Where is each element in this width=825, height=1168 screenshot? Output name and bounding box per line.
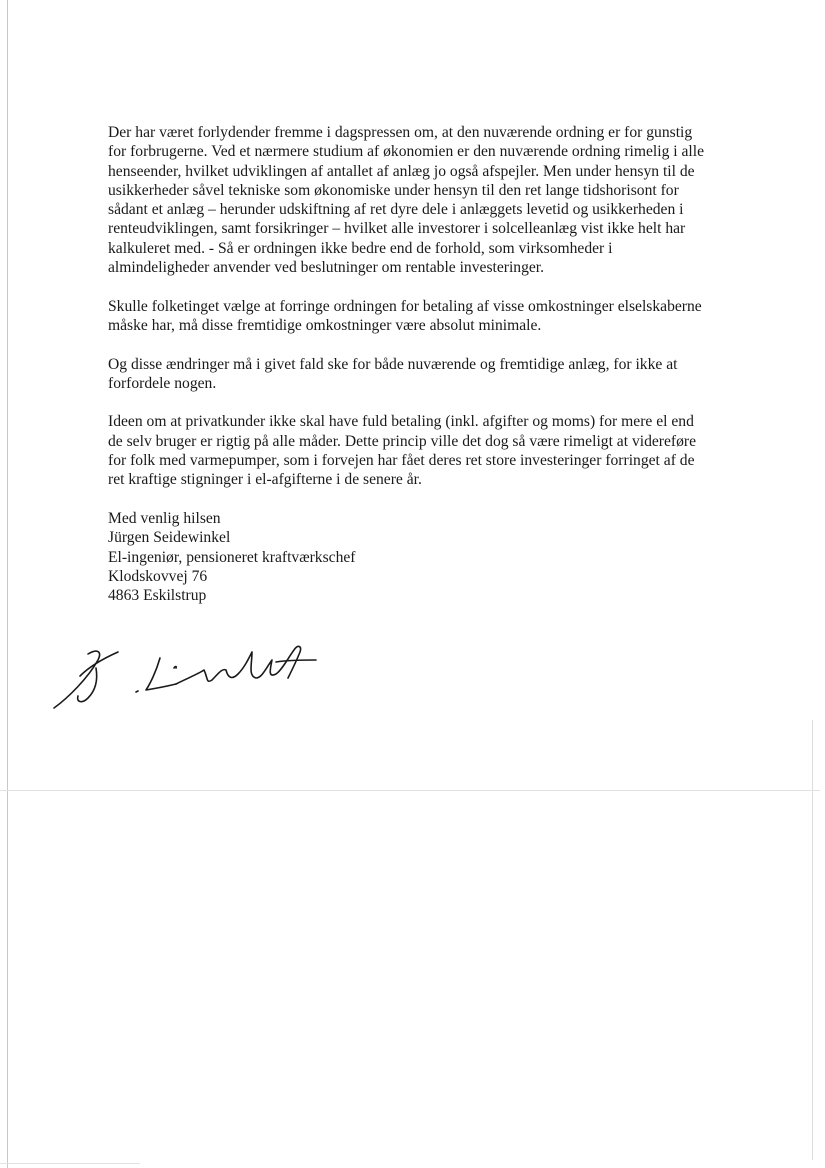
letter-body [108, 123, 758, 605]
scan-edge-right [812, 720, 813, 1160]
paragraph-3 [108, 355, 758, 394]
paragraph-4 [108, 412, 758, 489]
text-line: renteudviklingen, samt forsikringer – hvilket alle investorer i solcelleanlæg vist ikke helt har [108, 220, 686, 238]
scan-artifact-line [0, 1163, 140, 1164]
salutation: Med venlig hilsen [108, 509, 221, 527]
text-line: de selv bruger er rigtig på alle måder. Dette princip ville det dog så være rimeligt at videreføre [108, 432, 697, 450]
sender-title: El-ingeniør, pensioneret kraftværkschef [108, 548, 356, 566]
sender-name: Jürgen Seidewinkel [108, 529, 231, 547]
closing-block [108, 509, 758, 605]
text-line: for folk med varmepumper, som i forvejen har fået deres ret store investeringer forringet af de [108, 452, 695, 470]
handwritten-signature [48, 638, 323, 713]
text-line: henseender, hvilket udviklingen af antallet af anlæg jo også afspejler. Men under hensyn til de [108, 162, 695, 180]
scan-artifact-line [0, 790, 820, 791]
text-line: Ideen om at privatkunder ikke skal have fuld betaling (inkl. afgifter og moms) for mere el end [108, 413, 694, 431]
text-line: almindeligheder anvender ved beslutninger om rentable investeringer. [108, 259, 545, 277]
text-line: Og disse ændringer må i givet fald ske for både nuværende og fremtidige anlæg, for ikke at [108, 355, 678, 373]
paragraph-1 [108, 123, 758, 277]
text-line: Der har været forlydender fremme i dagspressen om, at den nuværende ordning er for gunstig [108, 124, 693, 141]
text-line: måske har, må disse fremtidige omkostninger være absolut minimale. [108, 316, 542, 334]
sender-street: Klodskovvej 76 [108, 567, 208, 585]
text-line: kalkuleret med. - Så er ordningen ikke bedre end de forhold, som virksomheder i [108, 239, 613, 257]
text-line: Skulle folketinget vælge at forringe ordningen for betaling af visse omkostninger elselskaberne [108, 297, 702, 315]
text-line: for forbrugerne. Ved et nærmere studium af økonomien er den nuværende ordning rimelig i alle [108, 143, 705, 161]
sender-city: 4863 Eskilstrup [108, 587, 207, 605]
text-line: forfordele nogen. [108, 374, 217, 392]
text-line: ret kraftige stigninger i el-afgifterne i de senere år. [108, 471, 422, 489]
text-line: usikkerheder såvel tekniske som økonomiske under hensyn til den ret lange tidshorisont for [108, 181, 679, 199]
text-line: sådant et anlæg – herunder udskiftning af ret dyre dele i anlæggets levetid og usikkerheden i [108, 201, 684, 219]
scan-edge-left [7, 0, 8, 1168]
paragraph-2 [108, 297, 758, 336]
